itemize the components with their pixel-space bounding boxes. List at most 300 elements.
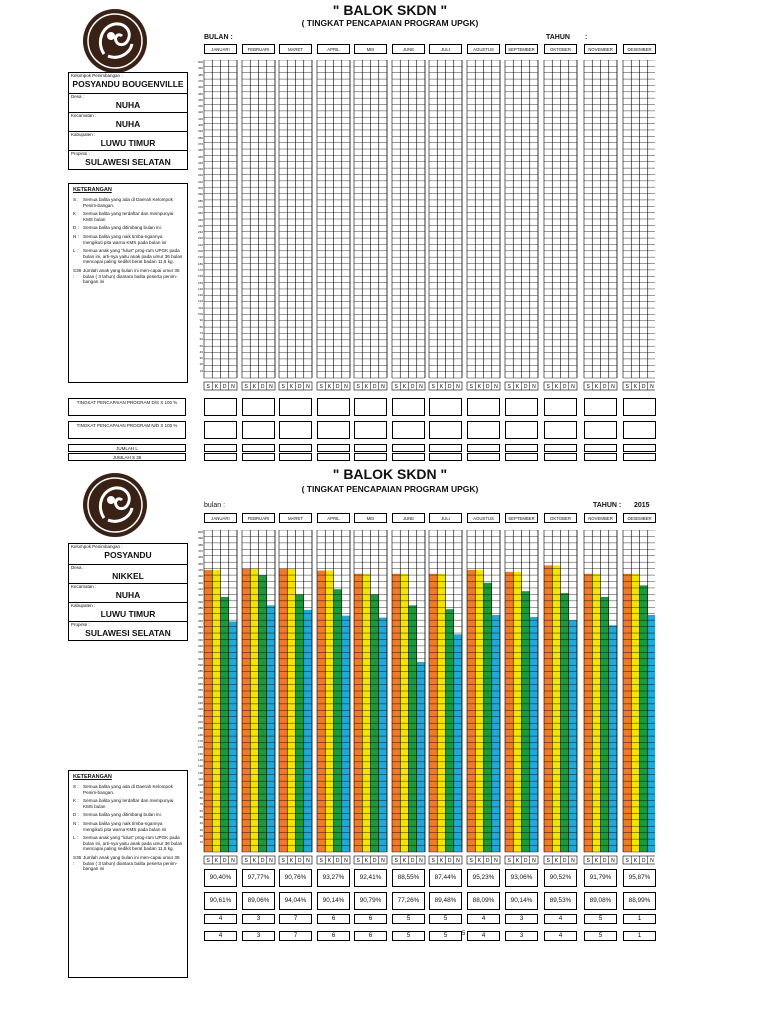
tick-label: 470: [197, 548, 203, 553]
summary-value: 3: [242, 931, 275, 941]
legend-text: Semua balita yang naik timba-ngannya mengikuti pita warna KMS pada bulan ini: [83, 233, 167, 245]
tick-label: 280: [197, 198, 203, 203]
summary-cell[interactable]: [544, 398, 577, 416]
bar-letter: N: [532, 858, 536, 865]
summary-cell[interactable]: [354, 444, 387, 452]
bar-s: [317, 571, 325, 852]
tahun-label-bottom: TAHUN :: [593, 502, 622, 509]
bar-letter: D: [260, 858, 265, 865]
info-row: [69, 565, 187, 584]
tick-label: 350: [197, 624, 203, 629]
tick-label: 30: [199, 827, 203, 832]
bar-k: [437, 574, 445, 852]
legend-key: S36 :: [73, 854, 82, 866]
bar-letter: K: [477, 384, 482, 391]
legend-text: Semua anak yang "lulus" prog-ram UPGK pada bulan ini, arti-nya yaitu anak pada umur 36 bulan mencapai paling sedikit berat badan 11,5 kg.: [83, 835, 183, 852]
summary-value: 3: [242, 914, 275, 924]
bar-letter: D: [562, 384, 567, 391]
page-subtitle-bottom: ( TINGKAT PENCAPAIAN PROGRAM UPGK): [301, 484, 479, 494]
legend-text: Semua anak yang "lulus" prog-ram UPGK pada bulan ini, arti-nya yaitu anak pada umur 36 bulan mencapai paling sedikit berat badan 11,5 kg.: [83, 248, 183, 265]
tick-label: 60: [199, 808, 203, 813]
tick-label: 200: [197, 249, 203, 253]
tick-label: 340: [197, 631, 203, 636]
bar-letter: K: [515, 858, 520, 865]
summary-cell[interactable]: [623, 398, 656, 416]
bar-letter: D: [372, 384, 377, 391]
summary-cell[interactable]: [467, 444, 500, 452]
legend-text: Semua balita yang ditimbang bulan ini.: [83, 225, 162, 231]
bar-d: [221, 597, 229, 852]
tick-label: 390: [197, 129, 203, 134]
bar-letter: D: [485, 384, 490, 391]
bar-d: [259, 575, 267, 852]
summary-cell[interactable]: [279, 453, 312, 461]
info-row: [69, 132, 187, 151]
tick-label: 480: [197, 72, 203, 77]
tick-label: 160: [197, 745, 203, 750]
bar-d: [484, 583, 492, 852]
summary-cell[interactable]: [204, 421, 237, 439]
bar-letter: S: [356, 384, 360, 391]
summary-cell[interactable]: [392, 398, 425, 416]
summary-value: 88,99%: [623, 892, 656, 910]
bar-letter: S: [431, 384, 435, 391]
summary-cell[interactable]: [317, 421, 350, 439]
info-value: NUHA: [115, 590, 141, 600]
bar-letter: S: [431, 858, 435, 865]
month-header: JULI: [429, 513, 462, 523]
legend-text: Jumlah anak yang bulan ini men-capai umur 36 bulan ( 3 tahun) diantara balita peserta penim-bangan ini: [83, 854, 180, 872]
tick-label: 220: [197, 236, 203, 241]
month-header: FEBRUARI: [242, 44, 275, 54]
bar-letter: D: [447, 384, 452, 391]
tick-label: 60: [199, 337, 203, 342]
bar-letter: N: [306, 858, 310, 865]
legend-text: Jumlah anak yang bulan ini men-capai umur 36 bulan ( 3 tahun) diantara balita peserta penim-bangan ini: [83, 267, 180, 285]
summary-cell[interactable]: [584, 444, 617, 452]
month-header: NOVEMBER: [584, 513, 617, 523]
summary-cell[interactable]: [392, 453, 425, 461]
tick-label: 10: [199, 840, 203, 845]
summary-value: 5: [584, 931, 617, 941]
bar-k: [362, 574, 370, 852]
bar-n: [648, 615, 655, 852]
bar-k: [325, 571, 333, 852]
bar-letter: D: [562, 858, 567, 865]
legend-key: N :: [73, 233, 79, 239]
month-header: OKTOBER: [544, 513, 577, 523]
bar-letter: D: [372, 858, 377, 865]
tick-label: 290: [197, 192, 203, 197]
tick-label: 50: [199, 814, 203, 819]
tick-label: 190: [197, 726, 203, 731]
tick-label: 150: [197, 751, 203, 756]
bar-k: [552, 565, 560, 852]
bar-letter: D: [523, 858, 528, 865]
summary-value: 4: [544, 914, 577, 924]
tick-label: 110: [198, 305, 203, 310]
month-header: APRIL: [317, 513, 350, 523]
summary-cell[interactable]: [467, 453, 500, 461]
bar-letter: S: [507, 384, 511, 391]
tick-label: 270: [197, 675, 203, 680]
bar-letter: S: [206, 384, 210, 391]
tick-label: 330: [197, 167, 203, 172]
summary-cell[interactable]: [392, 444, 425, 452]
tick-label: 430: [197, 104, 203, 109]
summary-label: TINGKAT PENCAPAIAN PROGRAM N/D X 100 %: [68, 421, 186, 439]
tick-label: 420: [197, 580, 203, 585]
summary-cell[interactable]: [584, 421, 617, 439]
bar-letter: D: [485, 858, 490, 865]
summary-cell[interactable]: [204, 444, 237, 452]
summary-cell[interactable]: [429, 444, 462, 452]
bar-letter: D: [602, 384, 607, 391]
tick-label: 20: [199, 362, 203, 367]
summary-value: 89,48%: [429, 892, 462, 910]
summary-cell[interactable]: [505, 453, 538, 461]
bar-letter: N: [456, 858, 460, 865]
tick-label: 410: [197, 116, 203, 121]
bar-letter: K: [214, 384, 219, 391]
summary-cell[interactable]: [317, 444, 350, 452]
tick-label: 100: [197, 783, 203, 788]
tick-label: 260: [197, 681, 203, 686]
bar-letter: N: [494, 858, 498, 865]
summary-cell[interactable]: [354, 453, 387, 461]
bar-s: [354, 574, 362, 852]
tick-label: 70: [199, 802, 203, 807]
legend-text: Semua balita yang ada di Daerah Kelompok Penim-bangan.: [83, 784, 173, 795]
tick-label: 470: [197, 78, 203, 83]
summary-value: 1: [623, 914, 656, 924]
tick-label: 330: [197, 637, 203, 642]
tick-label: 130: [197, 293, 203, 298]
month-header: JANUARI: [204, 44, 237, 54]
summary-value: 6: [317, 914, 350, 924]
summary-value: 93,27%: [317, 869, 350, 887]
legend-bottom: [68, 770, 188, 978]
tick-label: 120: [197, 299, 203, 304]
tick-label: 170: [197, 738, 203, 743]
legend-item: [73, 798, 183, 809]
bar-letter: S: [319, 384, 323, 391]
bar-letter: K: [364, 858, 369, 865]
bar-n: [417, 662, 425, 852]
summary-cell[interactable]: [544, 453, 577, 461]
bar-s: [429, 574, 437, 852]
legend-key: N :: [73, 820, 79, 826]
bar-letter: N: [650, 384, 654, 391]
summary-cell[interactable]: [279, 398, 312, 416]
summary-cell[interactable]: [623, 421, 656, 439]
legend-text: Semua balita yang terdaftar dan mempunyai KMS bulan: [83, 798, 174, 809]
tick-label: 40: [199, 821, 203, 826]
bar-letter: D: [602, 858, 607, 865]
tick-label: 280: [197, 669, 203, 674]
info-caption: Kabupaten :: [71, 132, 96, 137]
bar-letter: S: [469, 384, 473, 391]
legend-item: [73, 234, 183, 245]
tick-label: 400: [197, 123, 203, 127]
tick-label: 360: [197, 618, 203, 623]
summary-cell[interactable]: [467, 421, 500, 439]
bar-letter: S: [625, 384, 629, 391]
summary-value: 4: [467, 931, 500, 941]
bar-letter: S: [206, 858, 210, 865]
summary-value: 88,55%: [392, 869, 425, 887]
month-header: SEPTEMBER: [505, 44, 538, 54]
bar-letter: N: [571, 384, 575, 391]
month-header: DESEMBER: [623, 513, 656, 523]
info-caption: Desa :: [71, 565, 85, 570]
summary-label: JUMLAH S 36: [68, 453, 186, 461]
bar-letter: K: [633, 384, 638, 391]
bar-letter: D: [410, 858, 415, 865]
stray-mark: 5: [462, 931, 466, 937]
month-header: NOVEMBER: [584, 44, 617, 54]
summary-value: 90,79%: [354, 892, 387, 910]
tick-label: 100: [197, 312, 203, 316]
bar-k: [475, 570, 483, 852]
bar-letter: K: [289, 858, 294, 865]
summary-cell[interactable]: [544, 444, 577, 452]
bar-k: [592, 574, 600, 852]
bar-letter: N: [532, 384, 536, 391]
bar-letter: N: [381, 384, 385, 391]
summary-cell[interactable]: [204, 398, 237, 416]
legend-key: S36 :: [73, 267, 82, 279]
info-row: [69, 151, 187, 169]
bar-letter: N: [650, 858, 654, 865]
bar-letter: S: [586, 384, 590, 391]
info-value: SULAWESI SELATAN: [85, 628, 171, 638]
summary-cell[interactable]: [429, 453, 462, 461]
summary-cell[interactable]: [279, 421, 312, 439]
bar-letter: N: [344, 384, 348, 391]
legend-key: L :: [73, 835, 78, 841]
summary-cell[interactable]: [317, 453, 350, 461]
bar-d: [409, 605, 417, 852]
bar-letter: N: [306, 384, 310, 391]
bar-n: [229, 621, 237, 852]
bar-letter: N: [611, 384, 615, 391]
summary-cell[interactable]: [242, 398, 275, 416]
summary-value: 1: [623, 931, 656, 941]
info-caption: Kelompok Penimbangan :: [71, 544, 123, 549]
bar-letter: N: [231, 858, 235, 865]
summary-value: 5: [429, 931, 462, 941]
tick-label: 370: [197, 141, 203, 146]
skdn-chart-bottom: [203, 530, 655, 866]
bar-letter: K: [554, 858, 559, 865]
info-caption: Kabupaten :: [71, 603, 96, 608]
tick-label: 460: [197, 555, 203, 560]
bar-n: [304, 610, 312, 852]
tick-label: 500: [197, 530, 203, 534]
tick-label: 90: [199, 318, 203, 323]
month-header: JUNE: [392, 513, 425, 523]
summary-cell[interactable]: [392, 421, 425, 439]
bar-letter: S: [507, 858, 511, 865]
summary-cell[interactable]: [242, 453, 275, 461]
bar-letter: K: [252, 858, 257, 865]
month-header: MEI: [354, 513, 387, 523]
bar-letter: S: [281, 384, 285, 391]
bar-letter: K: [439, 384, 444, 391]
posyandu-logo-bottom: [82, 472, 148, 538]
summary-value: 4: [467, 914, 500, 924]
summary-cell[interactable]: [204, 453, 237, 461]
summary-cell[interactable]: [429, 421, 462, 439]
bar-letter: K: [633, 858, 638, 865]
bar-letter: K: [554, 384, 559, 391]
summary-cell[interactable]: [505, 444, 538, 452]
tick-label: 490: [197, 536, 203, 541]
summary-value: 95,87%: [623, 869, 656, 887]
summary-cell[interactable]: [505, 398, 538, 416]
legend-item: [73, 784, 183, 795]
bar-letter: S: [625, 858, 629, 865]
tick-label: 310: [197, 650, 203, 655]
info-caption: Desa :: [71, 94, 85, 99]
bar-s: [392, 574, 400, 852]
summary-cell[interactable]: [429, 398, 462, 416]
summary-cell[interactable]: [584, 453, 617, 461]
info-row: [69, 544, 187, 565]
bar-k: [400, 574, 408, 852]
summary-cell[interactable]: [242, 421, 275, 439]
tick-label: 340: [197, 160, 203, 165]
bar-letter: K: [515, 384, 520, 391]
legend-item: [73, 855, 183, 872]
summary-cell[interactable]: [279, 444, 312, 452]
tick-label: 200: [197, 719, 203, 724]
tick-label: 350: [197, 154, 203, 159]
tick-label: 310: [197, 179, 203, 184]
tick-label: 270: [197, 204, 203, 209]
legend-item: [73, 268, 183, 285]
bar-letter: S: [546, 858, 550, 865]
posyandu-logo-top: [82, 8, 148, 74]
info-value: LUWU TIMUR: [100, 138, 156, 148]
summary-value: 92,41%: [354, 869, 387, 887]
summary-value: 6: [317, 931, 350, 941]
bar-letter: K: [327, 384, 332, 391]
info-value: POSYANDU: [104, 550, 152, 560]
summary-cell[interactable]: [467, 398, 500, 416]
bar-k: [212, 570, 220, 852]
summary-cell[interactable]: [544, 421, 577, 439]
bar-letter: N: [269, 858, 273, 865]
summary-value: 4: [204, 914, 237, 924]
summary-cell[interactable]: [623, 444, 656, 452]
tick-label: 30: [199, 356, 203, 361]
info-row: [69, 603, 187, 622]
tick-label: 120: [197, 770, 203, 775]
bulan-label-bottom: bulan :: [204, 502, 226, 509]
summary-value: 3: [505, 914, 538, 924]
summary-cell[interactable]: [242, 444, 275, 452]
bar-n: [267, 605, 275, 852]
summary-cell[interactable]: [354, 421, 387, 439]
summary-cell[interactable]: [317, 398, 350, 416]
info-caption: Kelompok Penimbangan :: [71, 73, 123, 78]
bar-letter: K: [402, 858, 407, 865]
summary-label: TINGKAT PENCAPAIAN PROGRAM D/S X 100 %: [68, 398, 186, 416]
posyandu-info-bottom: [68, 543, 188, 641]
summary-cell[interactable]: [505, 421, 538, 439]
tick-label: 440: [197, 567, 203, 572]
page-title-bottom: " BALOK SKDN ": [332, 466, 448, 482]
info-value: POSYANDU BOUGENVILLE: [72, 79, 184, 89]
tick-label: 140: [197, 757, 203, 762]
bar-letter: D: [335, 858, 340, 865]
info-row: [69, 73, 187, 94]
month-header: MEI: [354, 44, 387, 54]
bar-letter: N: [571, 858, 575, 865]
info-value: SULAWESI SELATAN: [85, 157, 171, 167]
tick-label: 290: [197, 662, 203, 667]
tick-label: 180: [197, 261, 203, 266]
tick-label: 50: [199, 343, 203, 348]
tick-label: 140: [197, 286, 203, 291]
tick-label: 250: [197, 217, 203, 222]
tick-label: 210: [197, 713, 203, 718]
summary-value: 3: [505, 931, 538, 941]
page-title-top: " BALOK SKDN ": [332, 2, 448, 18]
month-header: DESEMBER: [623, 44, 656, 54]
month-header: AGUSTUS: [467, 44, 500, 54]
bar-d: [601, 597, 609, 852]
bar-letter: N: [456, 384, 460, 391]
bar-s: [584, 574, 592, 852]
summary-value: 89,06%: [242, 892, 275, 910]
bar-letter: S: [281, 858, 285, 865]
legend-key: D :: [73, 225, 79, 231]
summary-cell[interactable]: [623, 453, 656, 461]
summary-cell[interactable]: [584, 398, 617, 416]
month-header: MARET: [279, 44, 312, 54]
summary-value: 94,04%: [279, 892, 312, 910]
legend-text: Semua balita yang terdaftar dan mempunyai KMS bulan: [83, 211, 174, 222]
tick-label: 180: [197, 732, 203, 737]
bar-d: [640, 585, 648, 852]
tick-label: 370: [197, 612, 203, 617]
bar-letter: S: [546, 384, 550, 391]
summary-value: 88,09%: [467, 892, 500, 910]
tick-label: 190: [197, 255, 203, 260]
legend-item: [73, 248, 183, 265]
legend-item: [73, 197, 183, 208]
tick-label: 400: [197, 593, 203, 598]
bar-letter: K: [364, 384, 369, 391]
tick-label: 230: [197, 230, 203, 235]
tick-label: 380: [197, 605, 203, 610]
legend-item: [73, 835, 183, 852]
summary-value: 5: [392, 931, 425, 941]
info-caption: Propinsi :: [71, 622, 90, 627]
bar-letter: D: [447, 858, 452, 865]
month-header: JANUARI: [204, 513, 237, 523]
tick-label: 80: [199, 795, 203, 800]
bar-letter: N: [419, 384, 423, 391]
bar-letter: S: [394, 858, 398, 865]
info-value: NUHA: [115, 119, 141, 129]
posyandu-info-top: [68, 72, 188, 170]
summary-value: 90,40%: [204, 869, 237, 887]
summary-cell[interactable]: [354, 398, 387, 416]
